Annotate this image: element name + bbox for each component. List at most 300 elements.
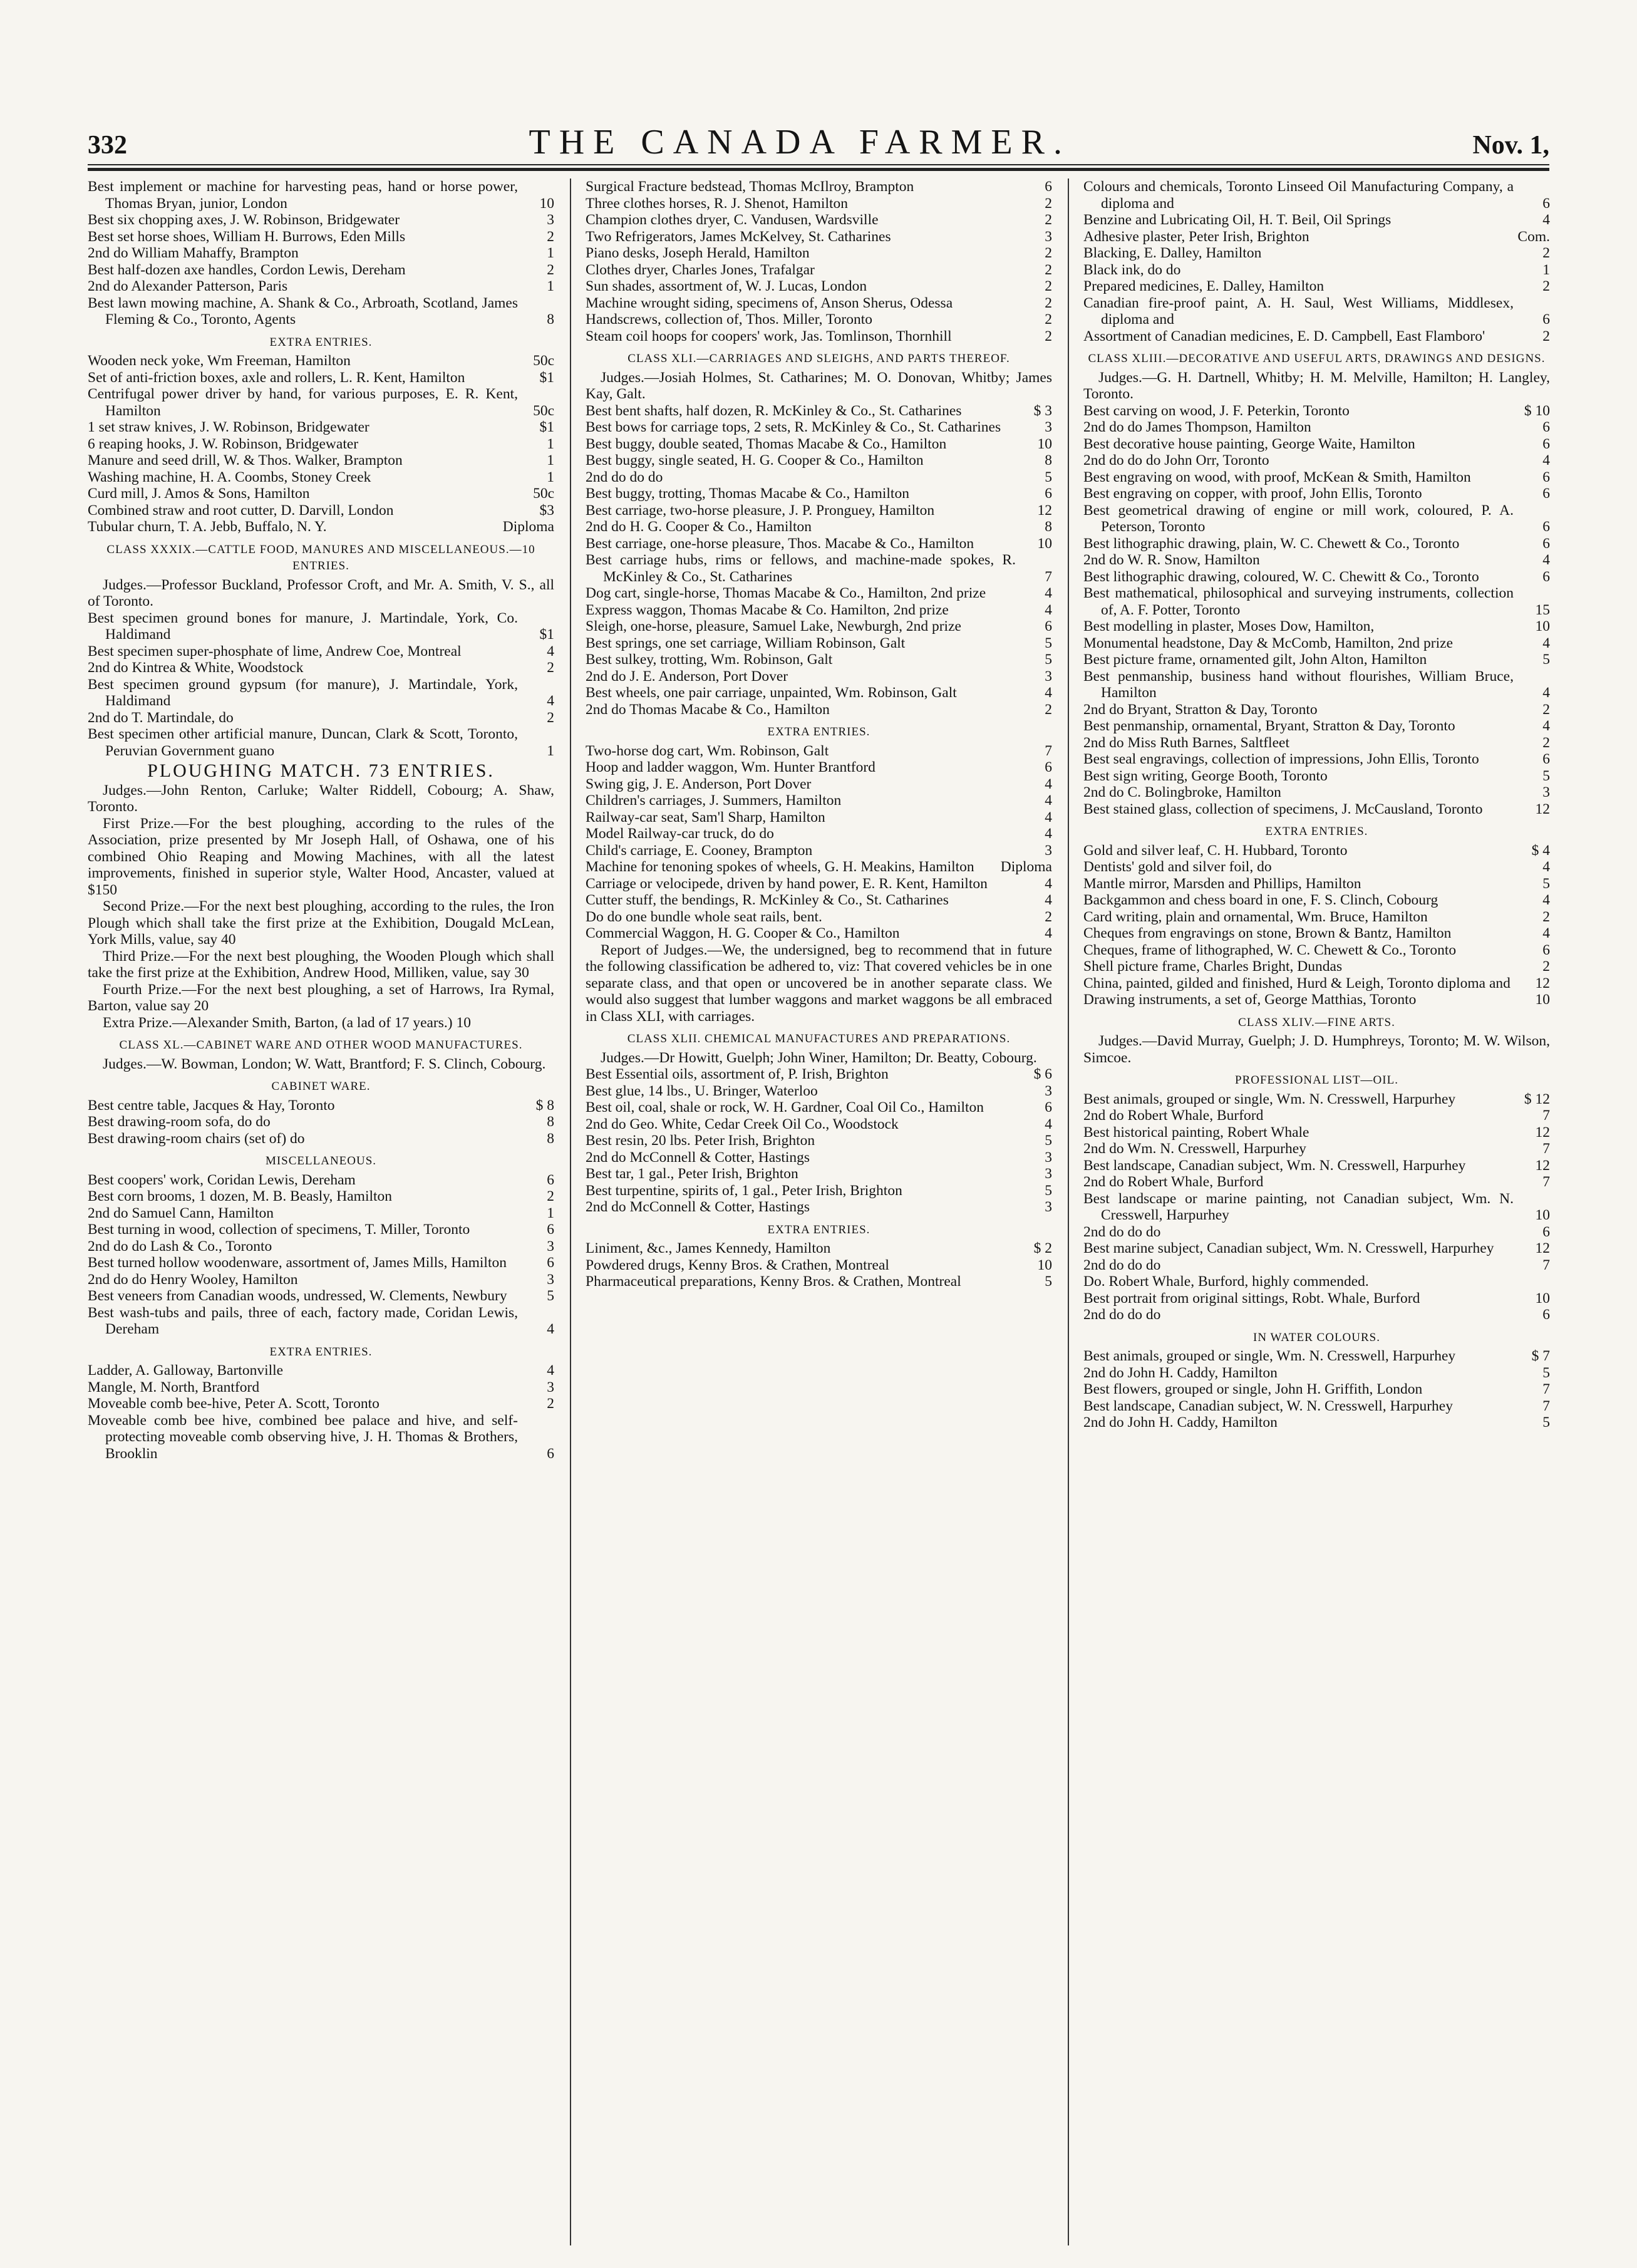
prize-amount: 6 xyxy=(1542,535,1550,552)
entry-text: Best lithographic drawing, coloured, W. C. Chewitt & Co., Toronto xyxy=(1083,568,1479,585)
prize-entry xyxy=(1083,1157,1550,1174)
prize-entry xyxy=(1083,992,1550,1008)
prize-amount: 12 xyxy=(1535,1124,1550,1141)
prize-entry xyxy=(586,925,1052,942)
entry-text: Best engraving on copper, with proof, John Ellis, Toronto xyxy=(1083,485,1422,502)
prize-amount: 10 xyxy=(1535,992,1550,1008)
prize-amount: 10 xyxy=(1037,1256,1052,1273)
prize-amount: 5 xyxy=(1045,634,1052,651)
prize-entry xyxy=(1083,718,1550,735)
entry-text: Do. Robert Whale, Burford, highly commended. xyxy=(1083,1273,1369,1290)
prize-amount: 8 xyxy=(1045,519,1052,535)
prize-amount: 2 xyxy=(1045,212,1052,228)
entry-text: Machine wrought siding, specimens of, Anson Sherus, Odessa xyxy=(586,294,953,311)
prize-amount: 4 xyxy=(1045,875,1052,892)
prize-entry xyxy=(88,452,554,469)
prize-entry xyxy=(586,552,1052,585)
entry-text: Machine for tenoning spokes of wheels, G. H. Meakins, Hamilton xyxy=(586,859,974,875)
prize-amount: 7 xyxy=(1542,1381,1550,1397)
entry-text: Clothes dryer, Charles Jones, Trafalgar xyxy=(586,261,815,278)
prize-amount: 1 xyxy=(547,452,554,469)
entry-text: Moveable comb bee hive, combined bee palace and hive, and self-protecting moveable comb observing hive, J. H. Thomas & Brothers, Brooklin xyxy=(88,1412,518,1462)
entry-text: Dentists' gold and silver foil, do xyxy=(1083,859,1272,875)
prize-entry xyxy=(1083,245,1550,262)
prize-entry xyxy=(88,1255,554,1271)
entry-text: Commercial Waggon, H. G. Cooper & Co., Hamilton xyxy=(586,925,900,941)
judges-line: Judges.—G. H. Dartnell, Whitby; H. M. Melville, Hamilton; H. Langley, Toronto. xyxy=(1083,369,1550,402)
section-heading: EXTRA ENTRIES. xyxy=(269,1345,373,1359)
prize-amount: 2 xyxy=(1045,294,1052,311)
entry-text: Railway-car seat, Sam'l Sharp, Hamilton xyxy=(586,809,825,826)
entry-text: Best Essential oils, assortment of, P. Irish, Brighton xyxy=(586,1066,889,1082)
prize-entry xyxy=(88,1172,554,1189)
prize-amount: 5 xyxy=(1542,875,1550,892)
prize-entry xyxy=(586,295,1052,312)
prize-entry xyxy=(88,179,554,212)
prize-entry xyxy=(88,676,554,710)
prize-amount: 7 xyxy=(1542,1107,1550,1124)
prize-entry xyxy=(586,1066,1052,1083)
entry-text: Best coopers' work, Coridan Lewis, Dereham xyxy=(88,1171,356,1188)
prize-entry xyxy=(1083,502,1550,536)
prize-entry xyxy=(586,278,1052,295)
prize-amount: 8 xyxy=(547,1114,554,1130)
entry-text: Best resin, 20 lbs. Peter Irish, Brighton xyxy=(586,1132,815,1149)
prize-amount: 6 xyxy=(1542,1223,1550,1240)
issue-date: Nov. 1, xyxy=(1472,131,1549,160)
prize-amount: 50c xyxy=(533,485,554,502)
prize-entry xyxy=(586,859,1052,876)
entry-text: 2nd do J. E. Anderson, Port Dover xyxy=(586,668,788,685)
prize-amount: 3 xyxy=(547,212,554,228)
prize-amount: 3 xyxy=(1045,1199,1052,1215)
prize-entry xyxy=(586,792,1052,809)
prize-entry xyxy=(1083,485,1550,502)
entry-text: Handscrews, collection of, Thos. Miller, Toronto xyxy=(586,311,872,328)
entry-text: Best oil, coal, shale or rock, W. H. Gardner, Coal Oil Co., Hamilton xyxy=(586,1099,984,1116)
prize-amount: 4 xyxy=(1542,892,1550,908)
entry-text: 2nd do do James Thompson, Hamilton xyxy=(1083,419,1311,435)
prize-amount: 2 xyxy=(1045,195,1052,212)
prize-amount: $1 xyxy=(539,369,554,386)
prize-entry xyxy=(1083,1174,1550,1191)
prize-amount: 12 xyxy=(1535,1240,1550,1256)
entry-text: Powdered drugs, Kenny Bros. & Crathen, Montreal xyxy=(586,1256,889,1273)
prize-entry xyxy=(586,876,1052,893)
entry-text: Best buggy, single seated, H. G. Cooper & Co., Hamilton xyxy=(586,452,924,469)
entry-text: Best decorative house painting, George Waite, Hamilton xyxy=(1083,435,1415,452)
section-heading: CLASS XLIV.—FINE ARTS. xyxy=(1238,1015,1395,1029)
prize-entry xyxy=(586,1149,1052,1166)
prize-entry xyxy=(586,651,1052,668)
prize-entry xyxy=(88,1131,554,1147)
entry-text: Best wheels, one pair carriage, unpainted, Wm. Robinson, Galt xyxy=(586,685,957,701)
paragraph: Second Prize.—For the next best ploughing, according to the rules, the Iron Plough which shall take the first prize at the Exhibition, Dougald McLean, York Mills, value, say 40 xyxy=(88,898,554,948)
prize-entry xyxy=(586,702,1052,718)
prize-entry xyxy=(1083,801,1550,818)
entry-text: Do do one bundle whole seat rails, bent. xyxy=(586,908,822,925)
prize-entry xyxy=(88,519,554,536)
prize-amount: 3 xyxy=(1045,1149,1052,1166)
prize-entry xyxy=(88,1221,554,1238)
entry-text: Best carriage, one-horse pleasure, Thos. Macabe & Co., Hamilton xyxy=(586,535,974,552)
prize-entry xyxy=(1083,212,1550,229)
prize-amount: 10 xyxy=(539,195,554,212)
prize-amount: 2 xyxy=(547,261,554,278)
prize-entry xyxy=(586,1116,1052,1133)
prize-amount: 4 xyxy=(1045,809,1052,826)
prize-entry xyxy=(586,842,1052,859)
prize-entry xyxy=(1083,1398,1550,1415)
prize-entry xyxy=(1083,229,1550,246)
prize-amount: 12 xyxy=(1037,502,1052,519)
entry-text: Best wash-tubs and pails, three of each, factory made, Coridan Lewis, Dereham xyxy=(88,1304,518,1337)
entry-text: 2nd do Robert Whale, Burford xyxy=(1083,1107,1264,1124)
entry-text: Champion clothes dryer, C. Vandusen, Wardsville xyxy=(586,212,879,228)
prize-entry xyxy=(586,602,1052,619)
entry-text: Centrifugal power driver by hand, for various purposes, E. R. Kent, Hamilton xyxy=(88,386,518,419)
prize-entry xyxy=(586,892,1052,909)
prize-amount: 4 xyxy=(547,1321,554,1337)
entry-text: Liniment, &c., James Kennedy, Hamilton xyxy=(586,1240,831,1256)
prize-entry xyxy=(88,643,554,660)
prize-entry xyxy=(1083,668,1550,702)
entry-text: Best corn brooms, 1 dozen, M. B. Beasly, Hamilton xyxy=(88,1188,393,1204)
paragraph: Extra Prize.—Alexander Smith, Barton, (a lad of 17 years.) 10 xyxy=(103,1014,471,1031)
prize-entry xyxy=(88,370,554,386)
entry-text: 2nd do McConnell & Cotter, Hastings xyxy=(586,1149,810,1166)
entry-text: 2nd do Geo. White, Cedar Creek Oil Co., Woodstock xyxy=(586,1116,899,1132)
prize-entry xyxy=(1083,909,1550,926)
prize-entry xyxy=(1083,702,1550,718)
prize-amount: 7 xyxy=(1542,1141,1550,1157)
prize-entry xyxy=(1083,1257,1550,1274)
prize-entry xyxy=(586,262,1052,279)
prize-amount: 5 xyxy=(1542,1414,1550,1431)
entry-text: Moveable comb bee-hive, Peter A. Scott, Toronto xyxy=(88,1395,380,1412)
entry-text: Best specimen super-phosphate of lime, Andrew Coe, Montreal xyxy=(88,643,462,660)
prize-entry xyxy=(1083,585,1550,618)
prize-entry xyxy=(1083,735,1550,752)
judges-line: Judges.—Dr Howitt, Guelph; John Winer, Hamilton; Dr. Beatty, Cobourg. xyxy=(601,1049,1037,1066)
prize-entry xyxy=(88,436,554,453)
entry-text: Card writing, plain and ornamental, Wm. Bruce, Hamilton xyxy=(1083,908,1428,925)
prize-entry xyxy=(1083,784,1550,801)
prize-entry xyxy=(586,826,1052,842)
prize-amount: 6 xyxy=(1542,485,1550,502)
entry-text: 2nd do Miss Ruth Barnes, Saltfleet xyxy=(1083,734,1289,751)
entry-text: 2nd do do do xyxy=(1083,1223,1161,1240)
entry-text: Colours and chemicals, Toronto Linseed Oil Manufacturing Company, a diploma and xyxy=(1083,179,1514,212)
prize-amount: 2 xyxy=(547,1188,554,1204)
entry-text: Best landscape, Canadian subject, Wm. N. Cresswell, Harpurhey xyxy=(1083,1157,1466,1174)
entry-text: Best sign writing, George Booth, Toronto xyxy=(1083,767,1328,784)
prize-entry xyxy=(1083,452,1550,469)
prize-amount: 10 xyxy=(1037,535,1052,552)
prize-entry xyxy=(586,618,1052,635)
entry-text: Best tar, 1 gal., Peter Irish, Brighton xyxy=(586,1166,798,1182)
entry-text: Surgical Fracture bedstead, Thomas McIlroy, Brampton xyxy=(586,179,914,195)
paragraph: Fourth Prize.—For the next best ploughing, a set of Harrows, Ira Rymal, Barton, value say 20 xyxy=(88,981,554,1014)
entry-text: 2nd do do do xyxy=(586,469,663,485)
entry-text: Shell picture frame, Charles Bright, Dundas xyxy=(1083,958,1343,975)
entry-text: Best landscape or marine painting, not Canadian subject, Wm. N. Cresswell, Harpurhey xyxy=(1083,1190,1514,1223)
prize-amount: 2 xyxy=(547,660,554,676)
prize-entry xyxy=(586,229,1052,246)
judges-line: Judges.—Josiah Holmes, St. Catharines; M. O. Donovan, Whitby; James Kay, Galt. xyxy=(586,369,1052,402)
prize-entry xyxy=(586,1099,1052,1116)
prize-amount: 6 xyxy=(547,1255,554,1271)
prize-amount: 4 xyxy=(1045,601,1052,618)
prize-amount: 10 xyxy=(1535,1290,1550,1307)
prize-entry xyxy=(1083,1381,1550,1398)
entry-text: Three clothes horses, R. J. Shenot, Hamilton xyxy=(586,195,849,212)
prize-amount: 2 xyxy=(547,228,554,245)
prize-entry xyxy=(1083,536,1550,552)
prize-entry xyxy=(1083,768,1550,785)
prize-amount: 6 xyxy=(1045,485,1052,502)
prize-amount: 4 xyxy=(1045,775,1052,792)
entry-text: Sleigh, one-horse, pleasure, Samuel Lake, Newburgh, 2nd prize xyxy=(586,618,961,634)
prize-amount: $ 10 xyxy=(1524,402,1550,419)
prize-entry xyxy=(1083,569,1550,586)
entry-text: Best mathematical, philosophical and surveying instruments, collection of, A. F. Potter, Toronto xyxy=(1083,585,1514,618)
column-divider xyxy=(1068,179,1069,2245)
prize-entry xyxy=(1083,1365,1550,1382)
prize-entry xyxy=(1083,651,1550,668)
entry-text: Carriage or velocipede, driven by hand power, E. R. Kent, Hamilton xyxy=(586,875,988,892)
entry-text: Children's carriages, J. Summers, Hamilton xyxy=(586,792,842,809)
prize-amount: 2 xyxy=(1045,261,1052,278)
entry-text: 2nd do do do xyxy=(1083,1307,1161,1323)
prize-amount: 4 xyxy=(1045,685,1052,701)
prize-entry xyxy=(88,1305,554,1338)
entry-text: Piano desks, Joseph Herald, Hamilton xyxy=(586,245,810,261)
prize-entry xyxy=(88,278,554,295)
prize-entry xyxy=(1083,1141,1550,1157)
prize-amount: 1 xyxy=(547,245,554,261)
prize-entry xyxy=(1083,1124,1550,1141)
entry-text: Cheques, frame of lithographed, W. C. Chewett & Co., Toronto xyxy=(1083,941,1457,958)
prize-entry xyxy=(586,436,1052,453)
prize-amount: 6 xyxy=(1045,179,1052,195)
entry-text: 2nd do Kintrea & White, Woodstock xyxy=(88,660,304,676)
prize-amount: 7 xyxy=(1045,568,1052,585)
prize-entry xyxy=(88,295,554,328)
prize-amount: 3 xyxy=(547,1379,554,1395)
entry-text: Best springs, one set carriage, William Robinson, Galt xyxy=(586,634,906,651)
prize-amount: 5 xyxy=(547,1288,554,1304)
prize-entry xyxy=(586,419,1052,436)
section-heading: IN WATER COLOURS. xyxy=(1253,1330,1380,1344)
section-heading: CLASS XLI.—CARRIAGES AND SLEIGHS, AND PARTS THEREOF. xyxy=(627,352,1010,365)
section-heading: EXTRA ENTRIES. xyxy=(269,335,373,349)
prize-amount: 5 xyxy=(1045,651,1052,668)
prize-entry xyxy=(1083,403,1550,420)
entry-text: Benzine and Lubricating Oil, H. T. Beil, Oil Springs xyxy=(1083,212,1392,228)
entry-text: Mangle, M. North, Brantford xyxy=(88,1379,260,1395)
prize-amount: 2 xyxy=(1542,701,1550,718)
prize-entry xyxy=(88,1238,554,1255)
prize-entry xyxy=(1083,751,1550,768)
prize-entry xyxy=(1083,1273,1550,1290)
prize-amount: 2 xyxy=(1542,734,1550,751)
entry-text: Backgammon and chess board in one, F. S. Clinch, Cobourg xyxy=(1083,892,1438,908)
prize-entry xyxy=(586,585,1052,602)
entry-text: Best set horse shoes, William H. Burrows, Eden Mills xyxy=(88,228,406,245)
entry-text: 2nd do W. R. Snow, Hamilton xyxy=(1083,552,1260,568)
prize-entry xyxy=(586,212,1052,229)
prize-entry xyxy=(1083,1224,1550,1241)
prize-amount: 6 xyxy=(1542,1307,1550,1323)
prize-amount: 2 xyxy=(1045,278,1052,294)
prize-entry xyxy=(88,419,554,436)
entry-text: Set of anti-friction boxes, axle and rollers, L. R. Kent, Hamilton xyxy=(88,369,465,386)
prize-entry xyxy=(88,1097,554,1114)
prize-amount: 6 xyxy=(1045,1099,1052,1116)
prize-amount: 7 xyxy=(1542,1256,1550,1273)
entry-text: Dog cart, single-horse, Thomas Macabe & Co., Hamilton, 2nd prize xyxy=(586,585,986,601)
entry-text: Best half-dozen axe handles, Cordon Lewis, Dereham xyxy=(88,261,406,278)
entry-text: Prepared medicines, E. Dalley, Hamilton xyxy=(1083,278,1325,294)
column-divider xyxy=(570,179,571,2245)
entry-text: Two-horse dog cart, Wm. Robinson, Galt xyxy=(586,742,829,759)
entry-text: 2nd do Bryant, Stratton & Day, Toronto xyxy=(1083,701,1318,718)
prize-entry xyxy=(586,469,1052,486)
prize-entry xyxy=(586,1132,1052,1149)
entry-text: Blacking, E. Dalley, Hamilton xyxy=(1083,245,1262,261)
prize-amount: 4 xyxy=(547,643,554,660)
prize-entry xyxy=(1083,1414,1550,1431)
prize-entry xyxy=(586,1273,1052,1290)
entry-text: Best engraving on wood, with proof, McKean & Smith, Hamilton xyxy=(1083,469,1471,485)
prize-entry xyxy=(586,909,1052,926)
entry-text: Best buggy, trotting, Thomas Macabe & Co., Hamilton xyxy=(586,485,909,502)
entry-text: Cheques from engravings on stone, Brown & Bantz, Hamilton xyxy=(1083,925,1452,941)
prize-entry xyxy=(88,212,554,229)
section-heading: CLASS XXXIX.—CATTLE FOOD, MANURES AND MISCELLANEOUS.—10 ENTRIES. xyxy=(106,542,535,572)
prize-amount: 7 xyxy=(1542,1397,1550,1414)
entry-text: Sun shades, assortment of, W. J. Lucas, London xyxy=(586,278,867,294)
entry-text: Pharmaceutical preparations, Kenny Bros. & Crathen, Montreal xyxy=(586,1273,961,1290)
entry-text: 2nd do McConnell & Cotter, Hastings xyxy=(586,1199,810,1215)
prize-amount: 4 xyxy=(1542,212,1550,228)
prize-amount: 50c xyxy=(533,353,554,369)
prize-entry xyxy=(1083,618,1550,635)
section-heading: EXTRA ENTRIES. xyxy=(767,725,870,738)
prize-entry xyxy=(1083,179,1550,212)
prize-entry xyxy=(586,1183,1052,1199)
prize-amount: 6 xyxy=(1542,751,1550,767)
judges-line: Judges.—W. Bowman, London; W. Watt, Brantford; F. S. Clinch, Cobourg. xyxy=(103,1055,546,1072)
prize-amount: 1 xyxy=(547,469,554,485)
entry-text: Best buggy, double seated, Thomas Macabe & Co., Hamilton xyxy=(586,435,947,452)
prize-entry xyxy=(1083,328,1550,345)
entry-text: 2nd do do do xyxy=(1083,1256,1161,1273)
prize-entry xyxy=(1083,1240,1550,1257)
entry-text: Canadian fire-proof paint, A. H. Saul, West Williams, Middlesex, diploma and xyxy=(1083,294,1514,328)
section-heading: CLASS XLIII.—DECORATIVE AND USEFUL ARTS, DRAWINGS AND DESIGNS. xyxy=(1088,352,1546,365)
prize-amount: 3 xyxy=(1045,1166,1052,1182)
prize-amount: $1 xyxy=(539,626,554,643)
section-heading: CABINET WARE. xyxy=(271,1080,371,1093)
prize-amount: 1 xyxy=(1542,261,1550,278)
entry-text: Best flowers, grouped or single, John H. Griffith, London xyxy=(1083,1381,1423,1397)
entry-text: 2nd do John H. Caddy, Hamilton xyxy=(1083,1414,1278,1431)
judges-line: Judges.—Professor Buckland, Professor Croft, and Mr. A. Smith, V. S., all of Toronto. xyxy=(88,576,554,609)
prize-amount: 5 xyxy=(1045,469,1052,485)
prize-entry xyxy=(586,1083,1052,1100)
entry-text: Best drawing-room sofa, do do xyxy=(88,1114,271,1130)
prize-amount: 1 xyxy=(547,435,554,452)
prize-amount: 4 xyxy=(1542,552,1550,568)
entry-text: Curd mill, J. Amos & Sons, Hamilton xyxy=(88,485,310,502)
prize-amount: 8 xyxy=(1045,452,1052,469)
entry-text: 1 set straw knives, J. W. Robinson, Bridgewater xyxy=(88,419,369,435)
prize-entry xyxy=(1083,892,1550,909)
prize-amount: 5 xyxy=(1045,1273,1052,1290)
page-number: 332 xyxy=(88,131,127,160)
prize-amount: 2 xyxy=(547,1395,554,1412)
prize-entry xyxy=(1083,1290,1550,1307)
columns xyxy=(88,179,1549,2245)
prize-amount: 7 xyxy=(1045,742,1052,759)
prize-amount: 4 xyxy=(1542,452,1550,469)
entry-text: Swing gig, J. E. Anderson, Port Dover xyxy=(586,775,812,792)
entry-text: Best specimen ground gypsum (for manure), J. Martindale, York, Haldimand xyxy=(88,676,518,709)
prize-amount: 3 xyxy=(1045,228,1052,245)
entry-text: Adhesive plaster, Peter Irish, Brighton xyxy=(1083,228,1309,245)
prize-amount: 2 xyxy=(1045,701,1052,718)
prize-entry xyxy=(1083,278,1550,295)
prize-entry xyxy=(586,743,1052,760)
prize-entry xyxy=(88,386,554,419)
entry-text: Best bows for carriage tops, 2 sets, R. McKinley & Co., St. Catharines xyxy=(586,419,1001,435)
prize-entry xyxy=(586,311,1052,328)
prize-entry xyxy=(586,403,1052,420)
prize-entry xyxy=(88,469,554,486)
section-heading: PROFESSIONAL LIST—OIL. xyxy=(1235,1074,1398,1087)
prize-amount: $ 3 xyxy=(1033,402,1052,419)
prize-amount: 2 xyxy=(1045,245,1052,261)
prize-amount: 5 xyxy=(1542,651,1550,668)
entry-text: Manure and seed drill, W. & Thos. Walker, Brampton xyxy=(88,452,403,469)
entry-text: Express waggon, Thomas Macabe & Co. Hamilton, 2nd prize xyxy=(586,601,949,618)
prize-entry xyxy=(1083,635,1550,652)
prize-entry xyxy=(1083,469,1550,486)
prize-amount: $ 8 xyxy=(535,1097,554,1114)
entry-text: 2nd do Robert Whale, Burford xyxy=(1083,1174,1264,1190)
entry-text: Best picture frame, ornamented gilt, John Alton, Hamilton xyxy=(1083,651,1427,668)
section-heading: EXTRA ENTRIES. xyxy=(767,1223,870,1236)
prize-amount: $ 2 xyxy=(1033,1240,1052,1256)
prize-entry xyxy=(88,610,554,643)
prize-amount: 2 xyxy=(1045,328,1052,344)
prize-amount: 6 xyxy=(1542,435,1550,452)
prize-amount: 6 xyxy=(547,1221,554,1238)
prize-entry xyxy=(586,759,1052,776)
prize-amount: 7 xyxy=(1542,1174,1550,1190)
prize-amount: 3 xyxy=(1542,784,1550,800)
prize-amount: Diploma xyxy=(502,519,554,535)
prize-amount: Com. xyxy=(1517,228,1550,245)
prize-amount: 4 xyxy=(1045,925,1052,941)
prize-amount: 4 xyxy=(1045,585,1052,601)
prize-amount: 3 xyxy=(547,1271,554,1288)
prize-entry xyxy=(1083,1348,1550,1365)
entry-text: China, painted, gilded and finished, Hurd & Leigh, Toronto diploma and xyxy=(1083,975,1510,992)
entry-text: Best glue, 14 lbs., U. Bringer, Waterloo xyxy=(586,1082,818,1099)
